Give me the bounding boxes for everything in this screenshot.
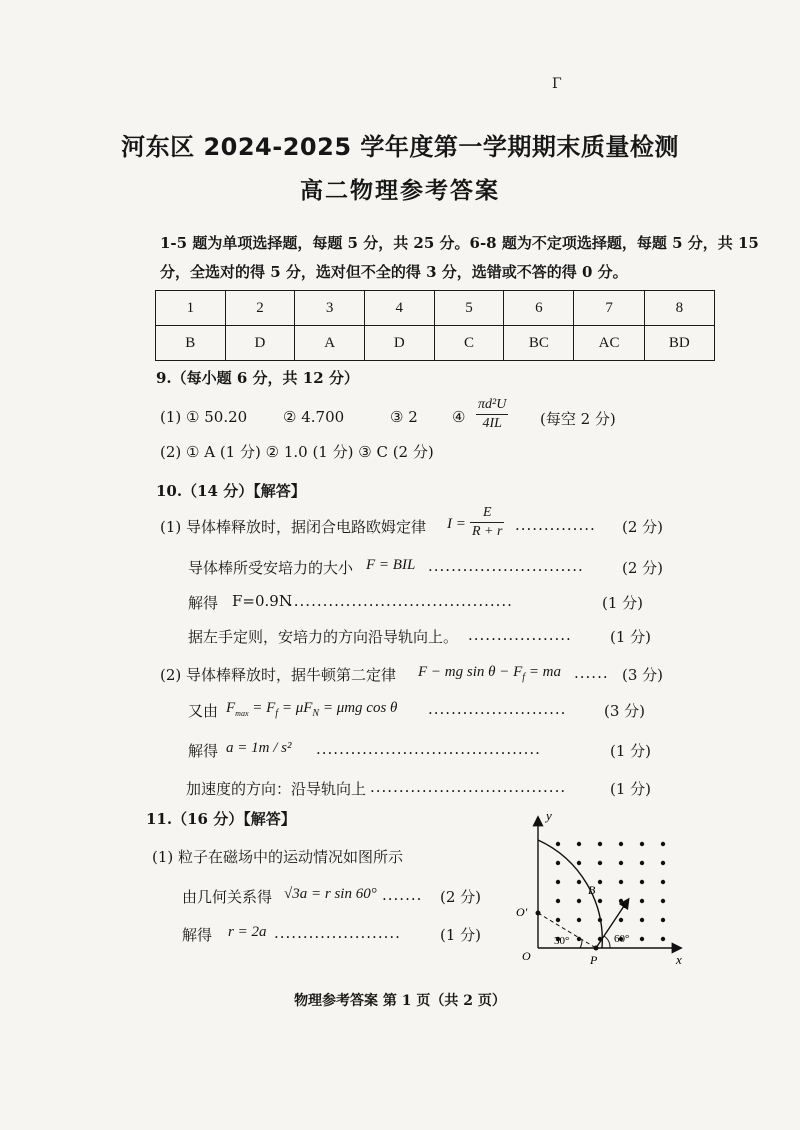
field-dot xyxy=(619,880,623,884)
q10-line4-text: 据左手定则，安培力的方向沿导轨向上。 xyxy=(188,628,459,646)
table-cell: 4 xyxy=(364,291,434,326)
field-dot xyxy=(640,861,644,865)
angle-arc-60 xyxy=(604,936,610,948)
corner-mark: Γ xyxy=(552,76,562,92)
label-v: v xyxy=(622,897,628,911)
q10-line7-text: 解得 xyxy=(188,742,219,760)
field-dot xyxy=(556,842,560,846)
q10-line2-text: 导体棒所受安培力的大小 xyxy=(188,559,354,577)
label-b: B xyxy=(588,883,596,897)
field-dot xyxy=(661,937,665,941)
q11-line1-text: (1) 粒子在磁场中的运动情况如图所示 xyxy=(152,848,404,866)
q9-part1-note: (每空 2 分) xyxy=(540,410,616,428)
field-dot xyxy=(640,842,644,846)
field-dot xyxy=(640,880,644,884)
table-cell: BD xyxy=(644,326,714,361)
table-cell: B xyxy=(156,326,226,361)
field-dot xyxy=(619,842,623,846)
field-dot xyxy=(619,861,623,865)
center-point xyxy=(536,911,541,916)
particle-motion-figure xyxy=(510,808,690,970)
table-cell: 1 xyxy=(156,291,226,326)
field-dot xyxy=(661,842,665,846)
q10-line7-eq: a = 1m / s² xyxy=(226,740,292,756)
q11-line3-text: 解得 xyxy=(182,926,213,944)
dot-leader: .................. xyxy=(468,626,572,644)
point-p xyxy=(594,946,599,951)
q10-line2-score: (2 分) xyxy=(622,559,664,577)
dot-leader: ...... xyxy=(574,664,609,682)
q10-heading: 10.（14 分）【解答】 xyxy=(156,482,306,500)
q10-line1-text: (1) 导体棒释放时，据闭合电路欧姆定律 xyxy=(160,518,427,536)
field-dot xyxy=(640,937,644,941)
dot-leader: ........................... xyxy=(428,557,584,575)
field-dot xyxy=(577,842,581,846)
equation-part: = μF xyxy=(278,700,313,716)
table-row-numbers xyxy=(156,291,715,326)
field-dot xyxy=(640,918,644,922)
field-dot xyxy=(577,880,581,884)
q11-line2-score: (2 分) xyxy=(440,888,482,906)
dot-leader: ....................................... xyxy=(316,740,541,758)
q11-line3-eq: r = 2a xyxy=(228,924,267,940)
equation-part: = ma xyxy=(525,664,562,680)
q10-line1-lhs: I = xyxy=(447,516,466,532)
q9-part1-b: ② 4.700 xyxy=(283,408,345,426)
subscript: max xyxy=(235,709,249,718)
table-row-answers xyxy=(156,326,715,361)
subscript: N xyxy=(312,708,320,719)
table-cell: 8 xyxy=(644,291,714,326)
q10-line6-eq xyxy=(226,700,397,719)
q10-line8-text: 加速度的方向：沿导轨向上 xyxy=(186,780,367,798)
q10-line8-score: (1 分) xyxy=(610,780,652,798)
q10-line4-score: (1 分) xyxy=(610,628,652,646)
page-subtitle: 高二物理参考答案 xyxy=(300,178,500,204)
fraction-denominator: R + r xyxy=(472,524,503,539)
q11-line2-text: 由几何关系得 xyxy=(182,888,273,906)
label-p: P xyxy=(590,953,598,967)
q9-heading: 9.（每小题 6 分，共 12 分） xyxy=(156,369,359,387)
label-angle-30: 30° xyxy=(554,935,570,947)
label-x: x xyxy=(676,952,682,967)
q9-fraction xyxy=(476,396,508,433)
equation-part: = F xyxy=(248,700,276,716)
q10-line3-score: (1 分) xyxy=(602,594,644,612)
page-title: 河东区 2024-2025 学年度第一学期期末质量检测 xyxy=(121,133,679,161)
q10-line3-eq: F=0.9N xyxy=(232,592,292,610)
fraction-denominator: 4IL xyxy=(482,416,502,431)
page-footer: 物理参考答案 第 1 页（共 2 页） xyxy=(294,993,506,1009)
field-dot xyxy=(661,899,665,903)
q10-line6-score: (3 分) xyxy=(604,702,646,720)
subscript: f xyxy=(275,708,279,719)
field-dot xyxy=(598,861,602,865)
intro-line-1: 1-5 题为单项选择题，每题 5 分，共 25 分。6-8 题为不定项选择题，每题 5 分，共 15 xyxy=(160,234,759,252)
field-dot xyxy=(598,899,602,903)
dot-leader: .............. xyxy=(515,516,596,534)
field-dot xyxy=(577,861,581,865)
label-o-prime: O′ xyxy=(516,905,528,919)
table-cell: 6 xyxy=(504,291,574,326)
q10-line2-eq: F = BIL xyxy=(366,557,416,573)
table-cell: AC xyxy=(574,326,644,361)
field-dot xyxy=(556,880,560,884)
label-angle-60: 60° xyxy=(614,933,630,945)
table-cell: D xyxy=(364,326,434,361)
table-cell: 2 xyxy=(225,291,295,326)
table-cell: D xyxy=(225,326,295,361)
q10-line5-score: (3 分) xyxy=(622,666,664,684)
field-dot xyxy=(640,899,644,903)
field-dot xyxy=(661,918,665,922)
label-y: y xyxy=(546,808,552,823)
field-dot xyxy=(619,918,623,922)
field-dot xyxy=(556,918,560,922)
field-dot xyxy=(661,880,665,884)
q10-line1-score: (2 分) xyxy=(622,518,664,536)
dot-leader: .................................. xyxy=(370,778,567,796)
table-cell: 5 xyxy=(434,291,504,326)
q10-line5-text: (2) 导体棒释放时，据牛顿第二定律 xyxy=(160,666,397,684)
field-dot xyxy=(661,861,665,865)
dot-leader: ........................ xyxy=(428,700,567,718)
table-cell: C xyxy=(434,326,504,361)
field-dot xyxy=(556,861,560,865)
answer-table xyxy=(155,290,715,361)
dot-leader: ....................................... xyxy=(288,592,513,610)
q9-part2: (2) ① A (1 分) ② 1.0 (1 分) ③ C (2 分) xyxy=(160,443,434,461)
fraction-numerator: E xyxy=(470,504,504,523)
q10-line1-fraction xyxy=(470,504,504,541)
dot-leader: ....... xyxy=(382,886,423,904)
q10-line6-text: 又由 xyxy=(188,702,219,720)
intro-line-2: 分，全选对的得 5 分，选对但不全的得 3 分，选错或不答的得 0 分。 xyxy=(160,263,628,281)
field-dot xyxy=(598,880,602,884)
table-cell: A xyxy=(295,326,365,361)
table-cell: 7 xyxy=(574,291,644,326)
angle-arc-30 xyxy=(580,940,582,948)
equation-part: F xyxy=(226,700,236,716)
q9-part1-a: (1) ① 50.20 xyxy=(160,408,248,426)
fraction-numerator: πd²U xyxy=(476,396,508,415)
subscript: f xyxy=(522,672,526,683)
table-cell: BC xyxy=(504,326,574,361)
q9-part1-c: ③ 2 xyxy=(390,408,418,426)
q11-line2-eq: √3a = r sin 60° xyxy=(284,886,377,902)
field-dot xyxy=(556,899,560,903)
field-dot xyxy=(598,842,602,846)
equation-part: = μmg cos θ xyxy=(319,700,398,716)
dot-leader: ...................... xyxy=(274,924,401,942)
field-dot xyxy=(577,918,581,922)
field-dot xyxy=(577,899,581,903)
q9-part1-d: ④ xyxy=(452,408,466,426)
q11-line3-score: (1 分) xyxy=(440,926,482,944)
label-o: O xyxy=(522,949,531,963)
equation-part: F − mg sin θ − F xyxy=(418,664,523,680)
table-cell: 3 xyxy=(295,291,365,326)
q10-line7-score: (1 分) xyxy=(610,742,652,760)
q10-line5-eq xyxy=(418,664,561,683)
q10-line3-text: 解得 xyxy=(188,594,219,612)
q11-heading: 11.（16 分）【解答】 xyxy=(146,810,296,828)
